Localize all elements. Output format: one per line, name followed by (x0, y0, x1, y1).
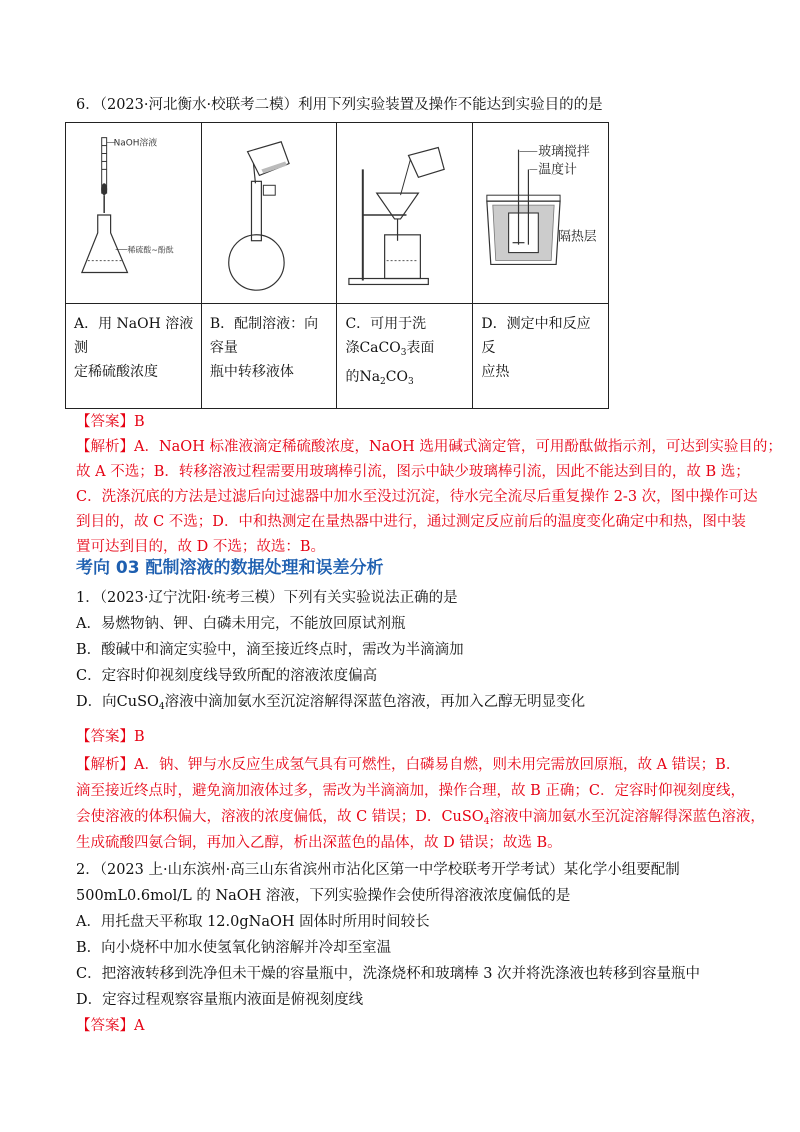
option-a-line2: 定稀硫酸浓度 (74, 364, 158, 380)
q1-analysis-line1: 【解析】A．钠、钾与水反应生成氢气具有可燃性，白磷易自燃，则未用完需放回原瓶，故 A 错误；B． (76, 757, 741, 773)
q2-stem-line1: 2．（2023 上·山东滨州·高三山东省滨州市沾化区第一中学校联考开学考试）某化学小组要配制 (76, 862, 680, 878)
q1-analysis-line3: 会使溶液的体积偏大，溶液的浓度偏低，故 C 错误；D．CuSO$_4$溶液中滴加氨水至沉淀溶解得深蓝色溶液， (76, 809, 765, 827)
q1-option-b: B．酸碱中和滴定实验中，滴至接近终点时，需改为半滴滴加 (76, 642, 464, 658)
figure-calorimeter (473, 123, 609, 304)
filtration-apparatus-icon (337, 123, 472, 303)
q2-option-b: B．向小烧杯中加水使氢氧化钠溶解并冷却至室温 (76, 940, 392, 956)
q2-option-c: C．把溶液转移到洗净但未干燥的容量瓶中，洗涤烧杯和玻璃棒 3 次并将洗涤液也转移到容量瓶中 (76, 966, 701, 982)
q6-options-table (65, 122, 609, 409)
figure-filtration (337, 123, 473, 304)
q2-option-a: A．用托盘天平称取 12.0gNaOH 固体时所用时间较长 (76, 914, 430, 930)
acid-label: 稀硫酸~酚酞 (127, 245, 174, 255)
q2-answer: 【答案】A (76, 1018, 145, 1034)
q2-stem-line2: 500mL0.6mol/L 的 NaOH 溶液，下列实验操作会使所得溶液浓度偏低的是 (76, 888, 571, 904)
titration-apparatus-icon (66, 123, 201, 303)
option-c-line1: C．可用于洗 (345, 316, 427, 332)
option-a-cell (66, 304, 202, 409)
insulation-label: 隔热层 (558, 229, 598, 245)
q1-stem: 1．（2023·辽宁沈阳·统考三模）下列有关实验说法正确的是 (76, 590, 458, 606)
volumetric-flask-icon (202, 123, 337, 303)
option-c-line2: 涤CaCO$_3$表面 (345, 340, 435, 358)
q1-answer: 【答案】B (76, 729, 145, 745)
q1-analysis-line4: 生成硫酸四氨合铜，再加入乙醇，析出深蓝色的晶体，故 D 错误；故选 B。 (76, 835, 562, 851)
q6-analysis-line3: C．洗涤沉底的方法是过滤后向过滤器中加水至没过沉淀，待水完全流尽后重复操作 2-3 次，图中操作可达 (76, 489, 758, 505)
calorimeter-icon (473, 123, 608, 303)
figure-titration (66, 123, 202, 304)
option-c-cell (337, 304, 473, 409)
option-d-cell (473, 304, 609, 409)
q1-option-c: C．定容时仰视刻度线导致所配的溶液浓度偏高 (76, 668, 378, 684)
option-b-line1: B．配制溶液：向容量 (209, 316, 319, 356)
q6-stem: 6．（2023·河北衡水·校联考二模）利用下列实验装置及操作不能达到实验目的的是 (76, 97, 603, 113)
figure-volumetric-flask (201, 123, 337, 304)
option-d-line1: D．测定中和反应反 (481, 316, 591, 356)
q6-answer: 【答案】B (76, 414, 145, 430)
q6-analysis-line4: 到目的，故 C 不选；D．中和热测定在量热器中进行，通过测定反应前后的温度变化确定中和热，图中装 (76, 514, 746, 530)
option-c-line3: 的$Na_2CO_3$ (345, 369, 414, 387)
naoh-label: NaOH溶液 (113, 138, 158, 149)
q6-analysis-line5: 置可达到目的，故 D 不选；故选：B。 (76, 539, 325, 555)
q2-option-d: D．定容过程观察容量瓶内液面是俯视刻度线 (76, 992, 364, 1008)
q6-analysis-line2: 故 A 不选；B．转移溶液过程需要用玻璃棒引流，图示中缺少玻璃棒引流，因此不能达到目的，故 B 选； (76, 464, 750, 480)
section-heading: 考向 03 配制溶液的数据处理和误差分析 (76, 558, 384, 578)
thermometer-label: 温度计 (538, 162, 578, 178)
stir-label: 玻璃搅拌 (538, 144, 591, 160)
option-b-line2: 瓶中转移液体 (209, 364, 294, 380)
q1-analysis-line2: 滴至接近终点时，避免滴加液体过多，需改为半滴滴加，操作合理，故 B 正确；C．定容时仰视刻度线， (76, 783, 745, 799)
q1-option-d: D．向CuSO$_4$溶液中滴加氨水至沉淀溶解得深蓝色溶液，再加入乙醇无明显变化 (76, 694, 586, 712)
q6-analysis-line1: 【解析】A．NaOH 标准液滴定稀硫酸浓度，NaOH 选用碱式滴定管，可用酚酞做指示剂，可达到实验目的； (76, 439, 782, 455)
q1-option-a: A．易燃物钠、钾、白磷未用完，不能放回原试剂瓶 (76, 616, 406, 632)
option-b-cell (201, 304, 337, 409)
option-d-line2: 应热 (481, 364, 510, 380)
option-a-line1: A．用 NaOH 溶液测 (74, 316, 194, 356)
